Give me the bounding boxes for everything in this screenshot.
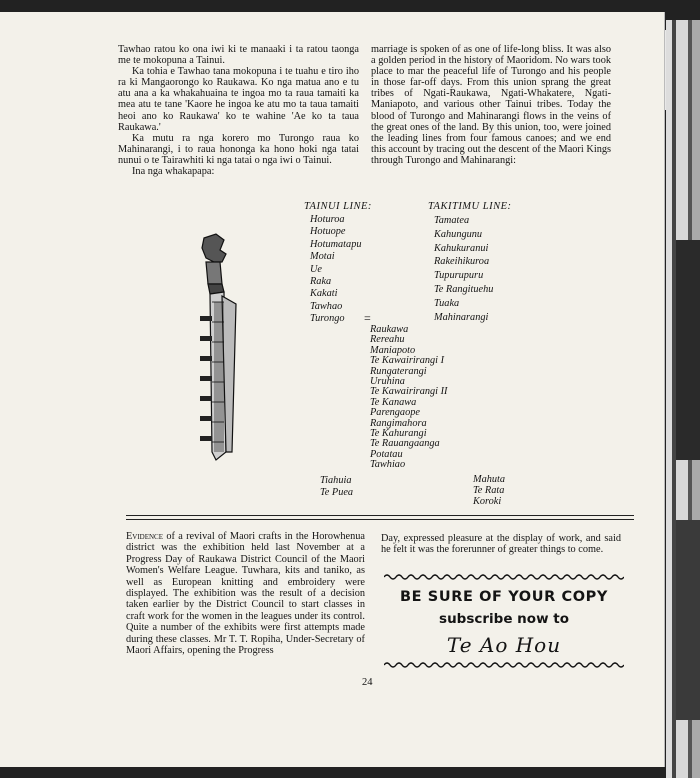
ancestor-name: Tuaka <box>434 297 460 309</box>
crafts-article-right <box>381 533 621 556</box>
descendant-name: Maniapoto <box>370 344 416 356</box>
maori-text-column <box>118 44 359 177</box>
ancestor-name: Hotuope <box>310 226 346 238</box>
page-number: 24 <box>362 677 373 688</box>
adjacent-page-photo-lower <box>676 520 700 720</box>
maori-paragraph-2: Ka tohia e Tawhao tana mokopuna i te tuahu e tiro iho ra ki Mangaorongo ko Raukawa. Ko nga matua ano e tu atu ana a ka whakahuaina te ingoa mo ta raua tamaiti ka mea atu te tane 'Kaore he ingoa ke atu mo ta taua tamaiti heoi ano ko Raukawa' ko te wahine 'Ae ko ta taua Raukawa.' <box>118 66 359 133</box>
descendant-name: Te Kanawa <box>370 396 417 408</box>
descendant-name: Potatau <box>370 448 403 460</box>
english-paragraph: marriage is spoken of as one of life-long bliss. It was also a golden period in the history of Maoridom. No wars took place to mar the peaceful life of Turongo and his people in those far-off days. From this union sprang the great tribes of Ngati-Raukawa, Ngati-Whakatere, Ngati-Maniapoto, and various other Tainui tribes. Today the blood of Turongo and Mahinarangi flows in the veins of the great ones of the land. By this union, too, were joined the leading lines from four famous canoes; and we end this account by tracing out the descent of the Maori Kings through Turongo and Mahinarangi: <box>371 44 611 166</box>
wavy-ornament-bottom <box>384 661 624 669</box>
subscription-ad-subline: subscribe now to <box>439 611 569 627</box>
descendant-name: Mahuta <box>473 474 506 485</box>
left-descent-end <box>320 475 353 498</box>
ancestor-name: Kakati <box>310 288 338 300</box>
maori-paragraph-3: Ka mutu ra nga korero mo Turongo raua ko Mahinarangi, i to raua hononga ka hono hoki nga tatai nunui o te Tairawhiti ki nga tatai o nga iwi o Tainui. <box>118 132 359 166</box>
descendant-name: Te Kahurangi <box>370 428 427 440</box>
maori-paragraph-1: Tawhao ratou ko ona iwi ki te manaaki i ta ratou taonga me te mokopuna a Tainui. <box>118 44 359 67</box>
descendant-name: Te Rauangaanga <box>370 438 440 450</box>
ancestor-name: Ue <box>310 263 323 275</box>
article-body-left: of a revival of Maori crafts in the Horowhenua district was the exhibition held last November at a Progress Day of Raukawa District Council of the Maori Women's Welfare League. Tuwhara, kits and taniko, as well as European knitting and embroidery were displayed. The exhibition was the result of a decision taken earlier by the District Council to start classes in craft work for the women in the leagues under its control. Quite a number of the exhibits were first attempts made during these classes. Mr T. T. Ropiha, Under-Secretary of Maori Affairs, opening the Progress <box>126 531 365 657</box>
descendant-name: Te Rata <box>473 484 505 496</box>
descendant-name: Te Kawairirangi I <box>370 355 445 367</box>
descendant-name: Rereahu <box>370 334 405 346</box>
descendant-name: Te Kawairirangi II <box>370 386 448 398</box>
ancestor-name: Mahinarangi <box>434 311 489 323</box>
descendant-name: Parengaope <box>370 407 420 419</box>
descendant-name: Raukawa <box>370 324 409 335</box>
ancestor-name: Motai <box>310 251 335 263</box>
descent-list <box>370 325 447 471</box>
ancestor-name: Tupurupuru <box>434 270 484 282</box>
article-body-right: Day, expressed pleasure at the display of work, and said he felt it was the forerunner of greater things to come. <box>381 533 621 556</box>
descendant-name: Rangimahora <box>370 417 427 429</box>
wavy-ornament-top <box>384 573 624 581</box>
ancestor-name: Te Rangituehu <box>434 283 494 295</box>
magazine-title-logo: Te Ao Hou <box>446 633 562 657</box>
section-divider <box>126 515 634 516</box>
right-descent-end <box>473 475 505 507</box>
subscription-ad-headline: BE SURE OF YOUR COPY <box>399 589 608 605</box>
ancestor-name: Hotumatapu <box>310 238 362 250</box>
ancestor-name: Rakeihikuroa <box>434 256 490 268</box>
descendant-name: Tiahuia <box>320 475 352 486</box>
ancestor-name: Tawhao <box>310 300 343 312</box>
section-divider-second <box>126 519 634 520</box>
takitimu-line-heading: TAKITIMU LINE: <box>428 201 512 212</box>
ancestor-name: Tamatea <box>434 215 470 226</box>
tainui-line-list <box>310 214 362 326</box>
ancestor-name: Turongo <box>310 313 345 325</box>
adjacent-page-photo <box>676 240 700 460</box>
tainui-line-heading: TAINUI LINE: <box>304 201 372 212</box>
carved-staff-illustration <box>196 232 248 462</box>
descendant-name: Uruhina <box>370 376 405 388</box>
article-lead-word: Evidence <box>126 531 164 542</box>
ancestor-name: Kahungunu <box>434 228 483 240</box>
english-text-column <box>371 44 611 166</box>
crafts-article-left <box>126 531 365 656</box>
maori-paragraph-4: Ina nga whakapapa: <box>132 166 215 178</box>
takitimu-line-list <box>434 214 493 324</box>
ancestor-name: Raka <box>310 276 332 288</box>
ancestor-name: Kahukuranui <box>434 242 489 254</box>
descendant-name: Rungaterangi <box>370 365 427 377</box>
ancestor-name: Hoturoa <box>310 214 345 225</box>
descendant-name: Te Puea <box>320 486 354 498</box>
descendant-name: Koroki <box>473 495 502 507</box>
marriage-equals-sign: = <box>364 311 372 325</box>
descendant-name: Tawhiao <box>370 459 406 471</box>
